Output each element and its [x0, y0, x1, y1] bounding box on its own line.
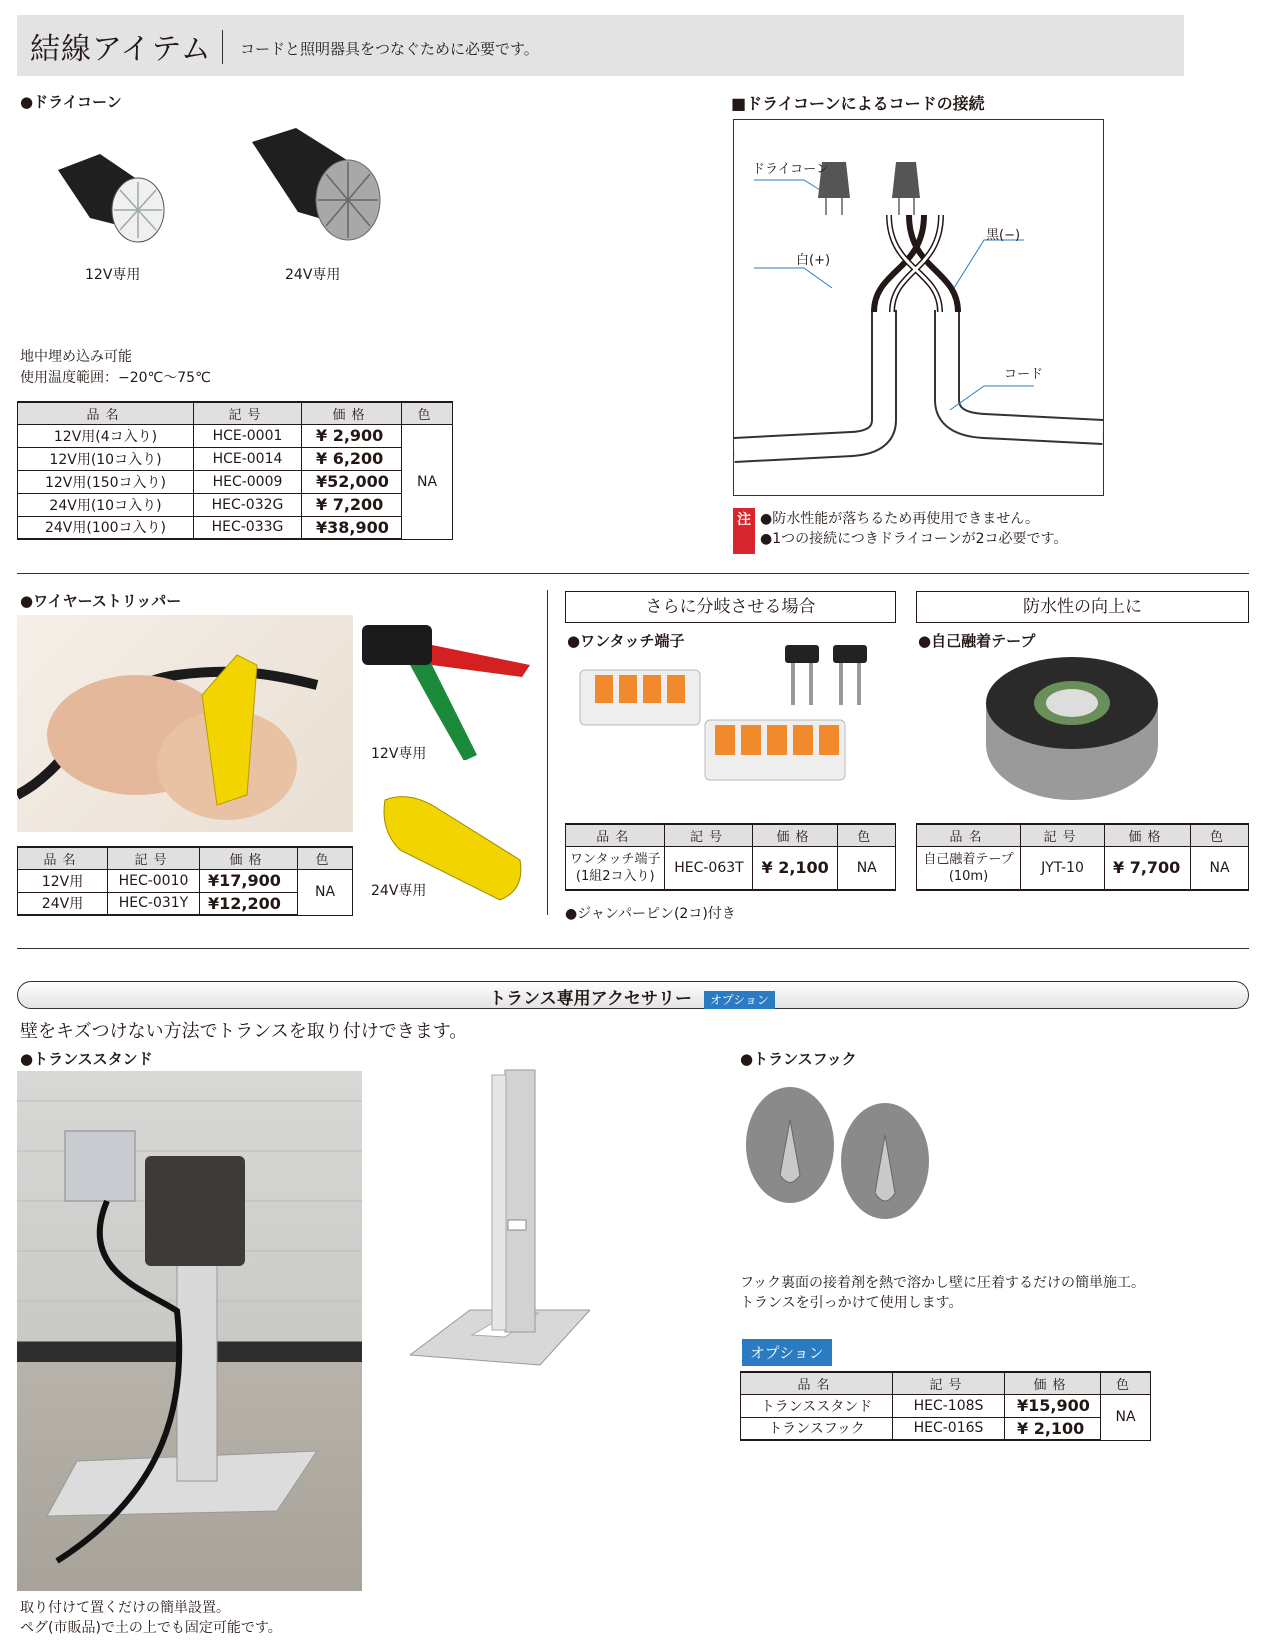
caution-note-reuse: ●防水性能が落ちるため再使用できません。: [760, 511, 1040, 527]
product-color: NA: [1101, 1394, 1151, 1440]
table-row: [18, 869, 353, 892]
table-header: 品名: [917, 824, 1021, 846]
dry-cone-24v-label: 24V専用: [285, 267, 341, 283]
wire-stripper-heading: ●ワイヤーストリッパー: [20, 592, 182, 610]
table-row: [18, 493, 453, 516]
table-header: 記号: [108, 847, 200, 869]
page-title: 結線アイテム: [30, 32, 212, 67]
dry-cone-price-table: [17, 401, 453, 540]
table-row: [18, 424, 453, 447]
column-divider: [547, 590, 548, 915]
table-header: 品名: [741, 1372, 893, 1394]
page-subtitle: コードと照明器具をつなぐために必要です。: [240, 40, 539, 58]
product-price: ¥17,900: [200, 869, 298, 892]
trans-stand-note-peg: ペグ(市販品)で土の上でも固定可能です。: [20, 1620, 282, 1636]
product-code: HEC-063T: [665, 846, 753, 890]
dry-cone-note-burial: 地中埋め込み可能: [20, 349, 132, 365]
caution-note-quantity: ●1つの接続につきドライコーンが2コ必要です。: [760, 531, 1068, 547]
label-dry-cone: ドライコーン: [752, 162, 829, 177]
product-name: 12V用(4コ入り): [18, 424, 194, 447]
table-header: 色: [838, 824, 896, 846]
table-row: [566, 846, 896, 890]
dry-cone-24v-image: [248, 122, 388, 252]
trans-hook-note-usage: トランスを引っかけて使用します。: [740, 1295, 963, 1311]
table-header: 記号: [893, 1372, 1005, 1394]
table-row: [741, 1394, 1151, 1417]
dry-cone-heading: ●ドライコーン: [20, 93, 122, 111]
product-name: トランススタンド: [741, 1394, 893, 1417]
self-fusing-tape-price-table: [916, 823, 1249, 891]
table-header: 色: [298, 847, 353, 869]
trans-stand-heading: ●トランススタンド: [20, 1050, 153, 1068]
trans-stand-note-install: 取り付けて置くだけの簡単設置。: [20, 1600, 230, 1616]
table-header: 色: [1191, 824, 1249, 846]
product-name-line: 自己融着テープ: [923, 851, 1014, 867]
product-price: ¥ 7,700: [1105, 846, 1191, 890]
product-color: NA: [298, 869, 353, 915]
product-code: HEC-032G: [194, 493, 302, 516]
waterproof-box-title: 防水性の向上に: [916, 591, 1249, 623]
table-row: [741, 1417, 1151, 1440]
product-name: トランスフック: [741, 1417, 893, 1440]
trans-stand-photo: [17, 1071, 362, 1591]
label-cord: コード: [1004, 367, 1044, 382]
product-name-line: (1組2コ入り): [575, 868, 655, 884]
trans-accessory-price-table: [740, 1371, 1151, 1441]
product-code: JYT-10: [1021, 846, 1105, 890]
wire-stripper-12v-label: 12V専用: [371, 746, 427, 762]
wire-stripper-photo: [17, 615, 353, 832]
table-header: 価格: [753, 824, 838, 846]
product-price: ¥15,900: [1005, 1394, 1101, 1417]
product-price: ¥ 7,200: [302, 493, 402, 516]
product-name: 12V用(150コ入り): [18, 470, 194, 493]
product-code: HEC-033G: [194, 516, 302, 539]
table-row: [18, 447, 453, 470]
product-name: 12V用(10コ入り): [18, 447, 194, 470]
table-header: 品名: [18, 847, 108, 869]
trans-stand-product-image: [410, 1065, 590, 1395]
table-header: 価格: [1105, 824, 1191, 846]
one-touch-terminal-price-table: [565, 823, 896, 891]
wire-stripper-12v-image: [362, 615, 532, 760]
product-color: NA: [402, 424, 453, 539]
trans-lead-text: 壁をキズつけない方法でトランスを取り付けできます。: [20, 1021, 468, 1042]
product-color: NA: [1191, 846, 1249, 890]
trans-hook-heading: ●トランスフック: [740, 1050, 857, 1068]
wire-stripper-price-table: [17, 846, 353, 916]
product-price: ¥ 2,100: [1005, 1417, 1101, 1440]
product-price: ¥38,900: [302, 516, 402, 539]
product-name-line: (10m): [948, 868, 989, 884]
section-divider: [17, 948, 1249, 949]
product-code: HEC-031Y: [108, 892, 200, 915]
table-header: 価格: [302, 402, 402, 424]
table-header: 記号: [1021, 824, 1105, 846]
one-touch-terminal-heading: ●ワンタッチ端子: [567, 632, 685, 650]
product-price: ¥ 2,100: [753, 846, 838, 890]
trans-accessories-title-row: [0, 984, 1264, 1009]
product-price: ¥12,200: [200, 892, 298, 915]
label-black-wire: 黒(−): [986, 228, 1021, 243]
product-code: HCE-0014: [194, 447, 302, 470]
product-color: NA: [838, 846, 896, 890]
trans-hook-image: [745, 1085, 945, 1225]
table-header: 色: [1101, 1372, 1151, 1394]
product-price: ¥52,000: [302, 470, 402, 493]
product-code: HEC-108S: [893, 1394, 1005, 1417]
wire-stripper-24v-label: 24V専用: [371, 883, 427, 899]
jumper-pin-note: ●ジャンパーピン(2コ)付き: [565, 906, 736, 922]
self-fusing-tape-heading: ●自己融着テープ: [918, 632, 1036, 650]
option-badge: オプション: [704, 991, 775, 1009]
section-divider: [17, 573, 1249, 574]
table-row: [18, 470, 453, 493]
product-name: 12V用: [18, 869, 108, 892]
dry-cone-12v-label: 12V専用: [85, 267, 141, 283]
branch-box-title: さらに分岐させる場合: [565, 591, 896, 623]
product-name: [917, 846, 1021, 890]
table-header: 色: [402, 402, 453, 424]
product-code: HCE-0001: [194, 424, 302, 447]
self-fusing-tape-image: [985, 655, 1160, 803]
product-name-line: ワンタッチ端子: [570, 851, 661, 867]
trans-accessories-title: トランス専用アクセサリー: [489, 989, 693, 1009]
product-name: [566, 846, 665, 890]
product-name: 24V用(10コ入り): [18, 493, 194, 516]
trans-hook-note-adhesive: フック裏面の接着剤を熱で溶かし壁に圧着するだけの簡単施工。: [740, 1275, 1146, 1291]
product-code: HEC-0009: [194, 470, 302, 493]
caution-mark: 注: [733, 508, 755, 554]
connection-heading: ■ドライコーンによるコードの接続: [731, 94, 985, 113]
dry-cone-note-temperature: 使用温度範囲：−20℃〜75℃: [20, 370, 211, 386]
label-white-wire: 白(+): [796, 253, 831, 268]
product-price: ¥ 2,900: [302, 424, 402, 447]
table-row: [917, 846, 1249, 890]
table-header: 記号: [665, 824, 753, 846]
product-name: 24V用(100コ入り): [18, 516, 194, 539]
table-header: 品名: [18, 402, 194, 424]
table-header: 品名: [566, 824, 665, 846]
table-header: 価格: [1005, 1372, 1101, 1394]
header-divider: [222, 30, 223, 64]
table-header: 価格: [200, 847, 298, 869]
table-header: 記号: [194, 402, 302, 424]
table-row: [18, 516, 453, 539]
product-name: 24V用: [18, 892, 108, 915]
product-price: ¥ 6,200: [302, 447, 402, 470]
one-touch-terminal-image: [575, 645, 905, 805]
product-code: HEC-016S: [893, 1417, 1005, 1440]
product-code: HEC-0010: [108, 869, 200, 892]
dry-cone-12v-image: [50, 140, 170, 260]
option-label: オプション: [742, 1339, 832, 1366]
